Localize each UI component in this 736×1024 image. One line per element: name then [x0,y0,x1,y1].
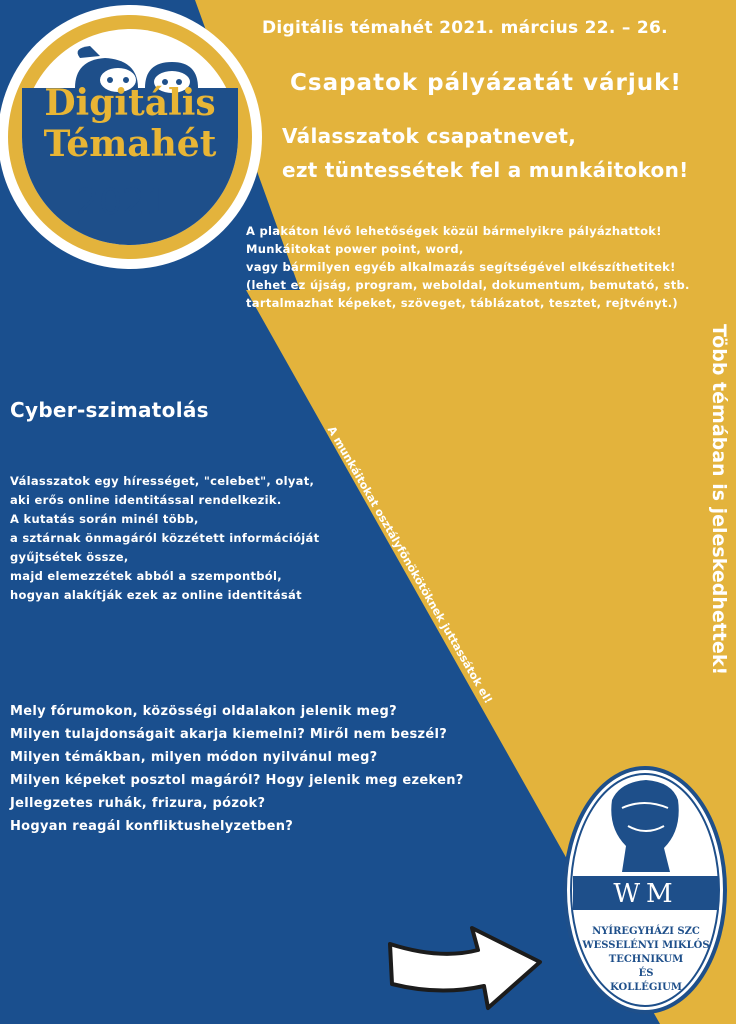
logo-title-line1: Digitális [44,82,216,124]
digitalis-temahet-logo [0,5,262,269]
section-title: Cyber-szimatolás [10,398,209,422]
emblem-line2: WESSELÉNYI MIKLÓS [582,940,710,951]
logo-title-line2: Témahét [43,123,217,165]
emblem-line1: NYÍREGYHÁZI SZC [592,926,700,937]
body-line: A kutatás során minél több, [10,512,199,526]
info-line: Munkáitokat power point, word, [246,242,464,256]
emblem-initials: WM [613,879,679,909]
header-date: Digitális témahét 2021. március 22. – 26. [262,18,668,38]
side-right-text: Több témában is jeleskedhettek! [708,324,730,676]
question-line: Mely fórumokon, közösségi oldalakon jelenik meg? [10,704,397,719]
questions-block [10,700,464,838]
body-line: gyűjtsétek össze, [10,550,129,564]
emblem-line5: KOLLÉGIUM [610,982,682,993]
team-line2: ezt tüntessétek fel a munkáitokon! [282,158,689,182]
info-line: A plakáton lévő lehetőségek közül bármelyikre pályázhattok! [246,224,662,238]
info-block [246,222,690,312]
body-line: aki erős online identitással rendelkezik. [10,493,282,507]
body-line: majd elemezzétek abból a szempontból, [10,569,282,583]
body-line: a sztárnak önmagáról közzétett információját [10,531,320,545]
question-line: Jellegzetes ruhák, frizura, pózok? [10,796,266,811]
emblem-line4: ÉS [638,968,654,979]
question-line: Milyen képeket posztol magáról? Hogy jelenik meg ezeken? [10,773,464,788]
section-body [10,472,319,605]
question-line: Milyen témákban, milyen módon nyilvánul meg? [10,750,378,765]
info-line: tartalmazhat képeket, szöveget, táblázatot, tesztet, rejtvényt.) [246,296,678,310]
info-line: (lehet ez újság, program, weboldal, dokumentum, bemutató, stb. [246,278,690,292]
question-line: Milyen tulajdonságait akarja kiemelni? Miről nem beszél? [10,727,448,742]
info-line: vagy bármilyen egyéb alkalmazás segítségével elkészíthetitek! [246,260,676,274]
body-line: hogyan alakítják ezek az online identitását [10,588,302,602]
team-line1: Válasszatok csapatnevet, [282,124,577,148]
logo-year: 2021 [76,182,168,223]
school-emblem [565,768,725,1012]
header-call: Csapatok pályázatát várjuk! [290,70,682,96]
emblem-line3: TECHNIKUM [608,954,684,965]
diagonal-text: A munkáitokat osztályfőnökötöknek juttassátok el! [324,424,495,706]
question-line: Hogyan reagál konfliktushelyzetben? [10,819,294,834]
body-line: Válasszatok egy hírességet, "celebet", olyat, [10,474,315,488]
